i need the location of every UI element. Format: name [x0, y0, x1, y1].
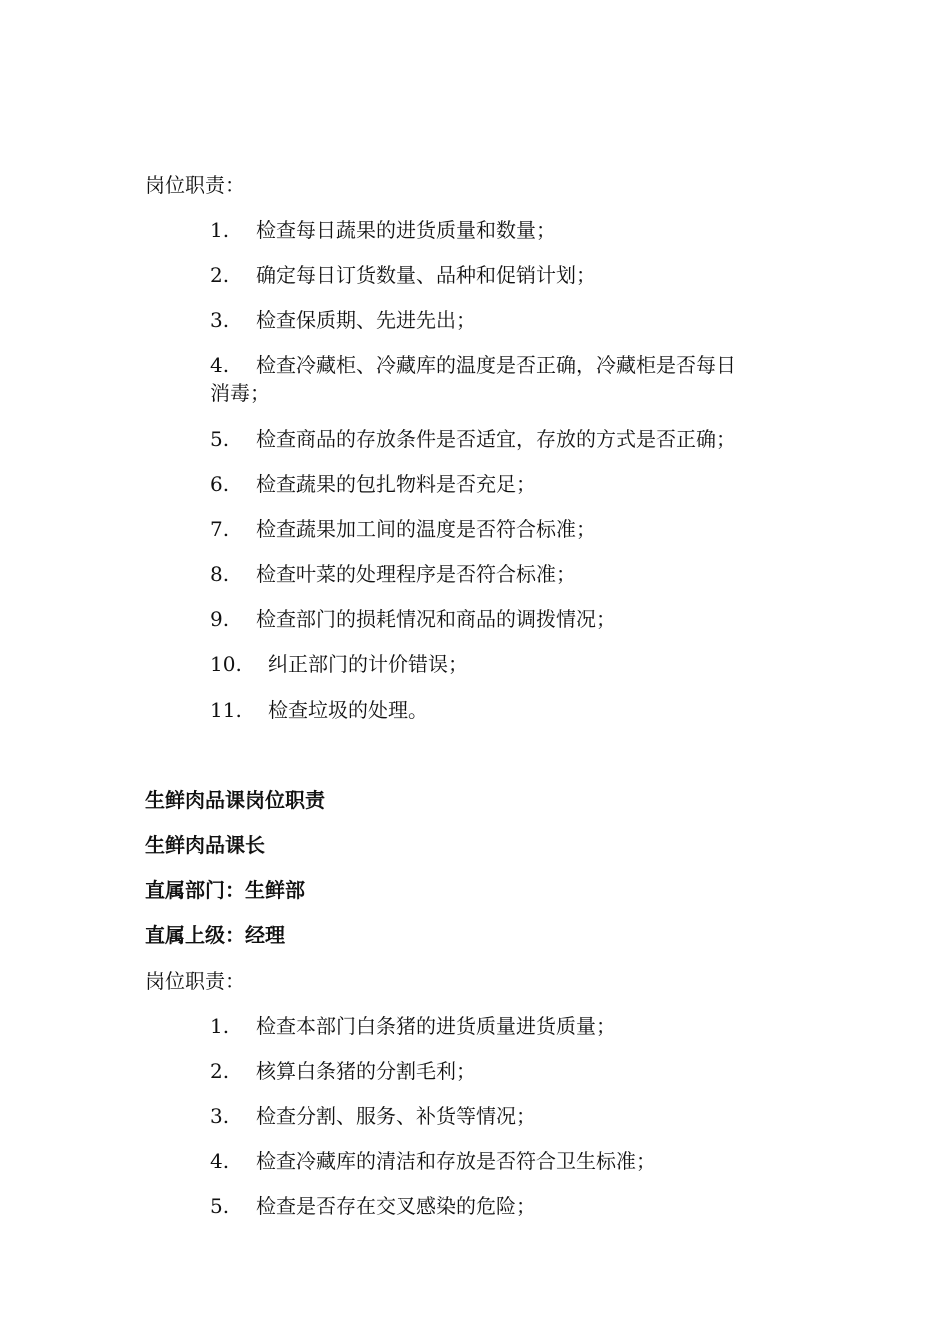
item-number: 7. — [210, 517, 230, 541]
item-number: 1. — [210, 1014, 230, 1038]
item-text: 检查是否存在交叉感染的危险； — [256, 1194, 536, 1218]
item-text: 检查垃圾的处理。 — [268, 698, 428, 722]
list-item — [210, 261, 810, 289]
item-number: 3. — [210, 308, 230, 332]
item-text: 核算白条猪的分割毛利； — [256, 1059, 476, 1083]
item-text-continuation: 消毒； — [210, 381, 270, 405]
item-text: 检查每日蔬果的进货质量和数量； — [256, 218, 556, 242]
item-number: 2. — [210, 1059, 230, 1083]
list-item — [210, 650, 810, 678]
list-item-continuation — [210, 379, 810, 407]
item-text: 检查叶菜的处理程序是否符合标准； — [256, 562, 576, 586]
section-title: 生鲜肉品课岗位职责 — [145, 788, 325, 812]
item-text: 检查蔬果的包扎物料是否充足； — [256, 472, 536, 496]
item-number: 8. — [210, 562, 230, 586]
item-text: 检查部门的损耗情况和商品的调拨情况； — [256, 607, 616, 631]
item-text: 确定每日订货数量、品种和促销计划； — [256, 263, 596, 287]
item-text: 检查冷藏柜、冷藏库的温度是否正确，冷藏柜是否每日 — [256, 353, 736, 377]
item-number: 5. — [210, 427, 230, 451]
item-text: 检查分割、服务、补货等情况； — [256, 1104, 536, 1128]
list-item — [210, 306, 810, 334]
list-item — [210, 351, 810, 379]
superior-line: 直属上级：经理 — [145, 923, 285, 947]
item-text: 检查冷藏库的清洁和存放是否符合卫生标准； — [256, 1149, 656, 1173]
item-number: 4. — [210, 353, 230, 377]
item-number: 2. — [210, 263, 230, 287]
list-item — [210, 1102, 810, 1130]
list-item — [210, 605, 810, 633]
list-item — [210, 1012, 810, 1040]
item-text: 检查保质期、先进先出； — [256, 308, 476, 332]
item-text: 检查蔬果加工间的温度是否符合标准； — [256, 517, 596, 541]
item-number: 11. — [210, 698, 242, 722]
item-number: 9. — [210, 607, 230, 631]
list-item — [210, 425, 810, 453]
duties-label: 岗位职责： — [145, 969, 245, 993]
list-item — [210, 1147, 810, 1175]
item-number: 10. — [210, 652, 242, 676]
item-text: 纠正部门的计价错误； — [268, 652, 468, 676]
list-item — [210, 470, 810, 498]
list-item — [210, 560, 810, 588]
item-number: 1. — [210, 218, 230, 242]
department-line: 直属部门：生鲜部 — [145, 878, 305, 902]
list-item — [210, 1192, 810, 1220]
list-item — [210, 216, 810, 244]
duties-label: 岗位职责： — [145, 173, 245, 197]
item-number: 6. — [210, 472, 230, 496]
item-number: 3. — [210, 1104, 230, 1128]
list-item — [210, 1057, 810, 1085]
item-text: 检查商品的存放条件是否适宜，存放的方式是否正确； — [256, 427, 736, 451]
list-item — [210, 515, 810, 543]
item-text: 检查本部门白条猪的进货质量进货质量； — [256, 1014, 616, 1038]
item-number: 4. — [210, 1149, 230, 1173]
position-title: 生鲜肉品课长 — [145, 833, 265, 857]
item-number: 5. — [210, 1194, 230, 1218]
list-item — [210, 696, 810, 724]
